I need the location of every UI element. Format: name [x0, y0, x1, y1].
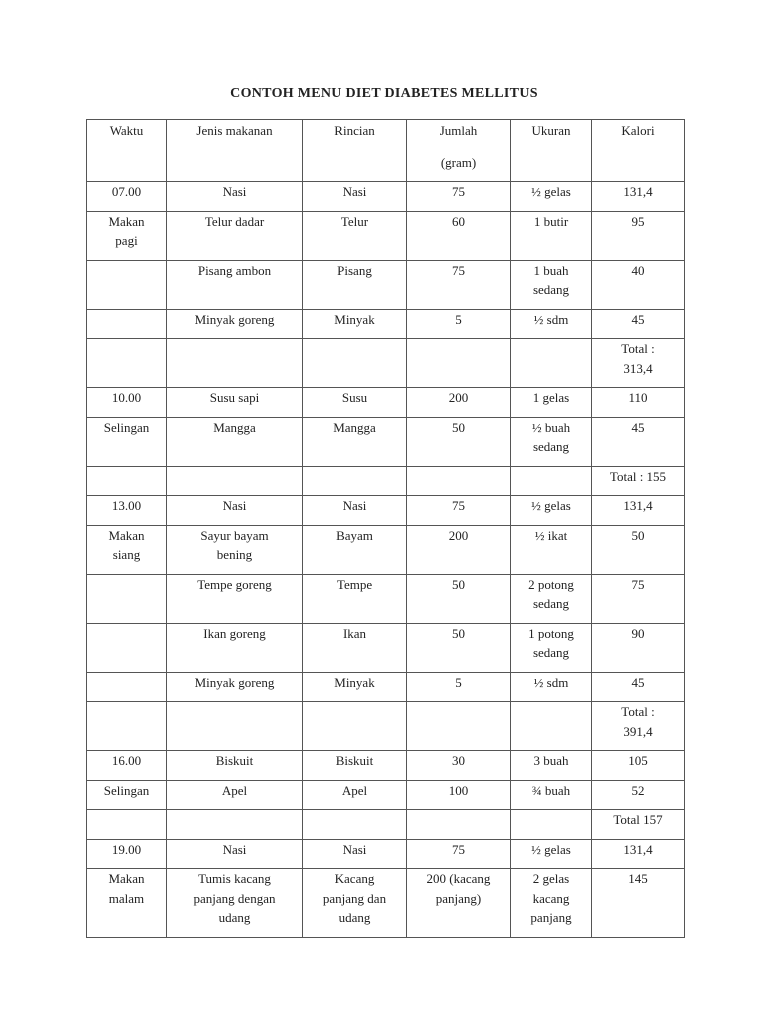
- cell-kalori: 131,4: [592, 496, 685, 526]
- cell-rincian: Susu: [303, 388, 407, 418]
- table-row: [87, 388, 685, 418]
- table-row: [87, 702, 685, 751]
- header-jumlah: [407, 120, 511, 182]
- cell-waktu: [87, 260, 167, 309]
- cell-waktu: [87, 810, 167, 840]
- cell-rincian: Pisang: [303, 260, 407, 309]
- cell-rincian: Minyak: [303, 309, 407, 339]
- table-row: [87, 672, 685, 702]
- cell-ukuran: ½ sdm: [511, 672, 592, 702]
- cell-jumlah: [407, 702, 511, 751]
- cell-jumlah: 100: [407, 780, 511, 810]
- cell-jumlah: [407, 466, 511, 496]
- cell-kalori: 50: [592, 525, 685, 574]
- cell-jenis-makanan: Minyak goreng: [167, 672, 303, 702]
- cell-jenis-makanan: Nasi: [167, 496, 303, 526]
- cell-jumlah: 5: [407, 672, 511, 702]
- cell-kalori: 110: [592, 388, 685, 418]
- header-rincian: Rincian: [303, 120, 407, 182]
- cell-rincian: Ikan: [303, 623, 407, 672]
- cell-waktu: [87, 466, 167, 496]
- table-row: [87, 751, 685, 781]
- header-jumlah-unit: (gram): [440, 154, 477, 170]
- cell-ukuran: 3 buah: [511, 751, 592, 781]
- cell-waktu: 07.00: [87, 182, 167, 212]
- cell-waktu: 19.00: [87, 839, 167, 869]
- cell-waktu: 16.00: [87, 751, 167, 781]
- cell-kalori: Total : 155: [592, 466, 685, 496]
- cell-waktu: [87, 702, 167, 751]
- cell-ukuran: ½ ikat: [511, 525, 592, 574]
- cell-kalori: 45: [592, 309, 685, 339]
- cell-rincian: Tempe: [303, 574, 407, 623]
- table-row: [87, 525, 685, 574]
- cell-rincian: Nasi: [303, 182, 407, 212]
- table-row: [87, 810, 685, 840]
- cell-kalori: Total : 391,4: [592, 702, 685, 751]
- cell-jenis-makanan: Tempe goreng: [167, 574, 303, 623]
- cell-jumlah: 60: [407, 211, 511, 260]
- cell-rincian: Bayam: [303, 525, 407, 574]
- cell-jumlah: 200: [407, 525, 511, 574]
- cell-ukuran: [511, 810, 592, 840]
- diet-menu-table: [86, 119, 685, 938]
- table-row: [87, 182, 685, 212]
- cell-jenis-makanan: Tumis kacang panjang dengan udang: [167, 869, 303, 938]
- cell-kalori: Total : 313,4: [592, 339, 685, 388]
- table-row: [87, 466, 685, 496]
- table-row: [87, 417, 685, 466]
- table-row: [87, 839, 685, 869]
- cell-jenis-makanan: Sayur bayam bening: [167, 525, 303, 574]
- cell-ukuran: 1 butir: [511, 211, 592, 260]
- table-row: [87, 623, 685, 672]
- cell-jumlah: 50: [407, 574, 511, 623]
- cell-ukuran: 2 gelas kacang panjang: [511, 869, 592, 938]
- cell-jumlah: [407, 339, 511, 388]
- cell-kalori: 131,4: [592, 182, 685, 212]
- cell-jenis-makanan: [167, 339, 303, 388]
- cell-ukuran: [511, 339, 592, 388]
- cell-kalori: 145: [592, 869, 685, 938]
- cell-jenis-makanan: [167, 466, 303, 496]
- cell-waktu: Makan siang: [87, 525, 167, 574]
- header-waktu: Waktu: [87, 120, 167, 182]
- cell-waktu: 10.00: [87, 388, 167, 418]
- cell-jenis-makanan: Apel: [167, 780, 303, 810]
- cell-kalori: 45: [592, 417, 685, 466]
- cell-ukuran: 1 gelas: [511, 388, 592, 418]
- header-jenis-makanan: Jenis makanan: [167, 120, 303, 182]
- cell-waktu: Selingan: [87, 780, 167, 810]
- cell-waktu: [87, 309, 167, 339]
- header-kalori: Kalori: [592, 120, 685, 182]
- table-row: [87, 574, 685, 623]
- cell-ukuran: ½ sdm: [511, 309, 592, 339]
- cell-jenis-makanan: Ikan goreng: [167, 623, 303, 672]
- cell-kalori: 75: [592, 574, 685, 623]
- table-row: [87, 211, 685, 260]
- cell-waktu: [87, 623, 167, 672]
- cell-jumlah: 75: [407, 839, 511, 869]
- cell-rincian: Telur: [303, 211, 407, 260]
- cell-jenis-makanan: Mangga: [167, 417, 303, 466]
- cell-jumlah: 200: [407, 388, 511, 418]
- cell-kalori: 131,4: [592, 839, 685, 869]
- cell-rincian: Nasi: [303, 839, 407, 869]
- cell-rincian: Biskuit: [303, 751, 407, 781]
- cell-rincian: Nasi: [303, 496, 407, 526]
- cell-waktu: [87, 574, 167, 623]
- table-row: [87, 339, 685, 388]
- cell-waktu: Makan pagi: [87, 211, 167, 260]
- cell-jenis-makanan: [167, 810, 303, 840]
- cell-waktu: Makan malam: [87, 869, 167, 938]
- cell-kalori: 95: [592, 211, 685, 260]
- cell-rincian: [303, 466, 407, 496]
- cell-jumlah: 5: [407, 309, 511, 339]
- cell-jenis-makanan: Nasi: [167, 182, 303, 212]
- cell-rincian: Mangga: [303, 417, 407, 466]
- cell-rincian: Kacang panjang dan udang: [303, 869, 407, 938]
- cell-jenis-makanan: [167, 702, 303, 751]
- table-row: [87, 496, 685, 526]
- cell-rincian: [303, 339, 407, 388]
- cell-rincian: Minyak: [303, 672, 407, 702]
- table-row: [87, 309, 685, 339]
- table-row: [87, 260, 685, 309]
- cell-ukuran: 1 buah sedang: [511, 260, 592, 309]
- cell-ukuran: ½ gelas: [511, 496, 592, 526]
- table-row: [87, 869, 685, 938]
- cell-jenis-makanan: Pisang ambon: [167, 260, 303, 309]
- header-jumlah-label: Jumlah: [439, 123, 478, 138]
- cell-jumlah: 75: [407, 260, 511, 309]
- cell-jenis-makanan: Nasi: [167, 839, 303, 869]
- cell-waktu: Selingan: [87, 417, 167, 466]
- cell-jumlah: 50: [407, 417, 511, 466]
- cell-rincian: [303, 702, 407, 751]
- cell-ukuran: ½ gelas: [511, 182, 592, 212]
- cell-jenis-makanan: Telur dadar: [167, 211, 303, 260]
- cell-rincian: [303, 810, 407, 840]
- header-ukuran: Ukuran: [511, 120, 592, 182]
- cell-jenis-makanan: Susu sapi: [167, 388, 303, 418]
- cell-jumlah: 50: [407, 623, 511, 672]
- table-header-row: [87, 120, 685, 182]
- cell-jumlah: 30: [407, 751, 511, 781]
- cell-jenis-makanan: Biskuit: [167, 751, 303, 781]
- cell-jumlah: 75: [407, 182, 511, 212]
- cell-jumlah: 75: [407, 496, 511, 526]
- cell-rincian: Apel: [303, 780, 407, 810]
- cell-jumlah: 200 (kacang panjang): [407, 869, 511, 938]
- page-title: CONTOH MENU DIET DIABETES MELLITUS: [230, 86, 538, 101]
- cell-ukuran: 1 potong sedang: [511, 623, 592, 672]
- cell-ukuran: [511, 466, 592, 496]
- cell-kalori: 90: [592, 623, 685, 672]
- table-row: [87, 780, 685, 810]
- cell-ukuran: ¾ buah: [511, 780, 592, 810]
- cell-jumlah: [407, 810, 511, 840]
- cell-kalori: Total 157: [592, 810, 685, 840]
- cell-kalori: 45: [592, 672, 685, 702]
- cell-waktu: 13.00: [87, 496, 167, 526]
- cell-ukuran: ½ buah sedang: [511, 417, 592, 466]
- cell-ukuran: ½ gelas: [511, 839, 592, 869]
- cell-waktu: [87, 672, 167, 702]
- cell-kalori: 52: [592, 780, 685, 810]
- cell-kalori: 40: [592, 260, 685, 309]
- cell-kalori: 105: [592, 751, 685, 781]
- cell-waktu: [87, 339, 167, 388]
- cell-jenis-makanan: Minyak goreng: [167, 309, 303, 339]
- cell-ukuran: [511, 702, 592, 751]
- cell-ukuran: 2 potong sedang: [511, 574, 592, 623]
